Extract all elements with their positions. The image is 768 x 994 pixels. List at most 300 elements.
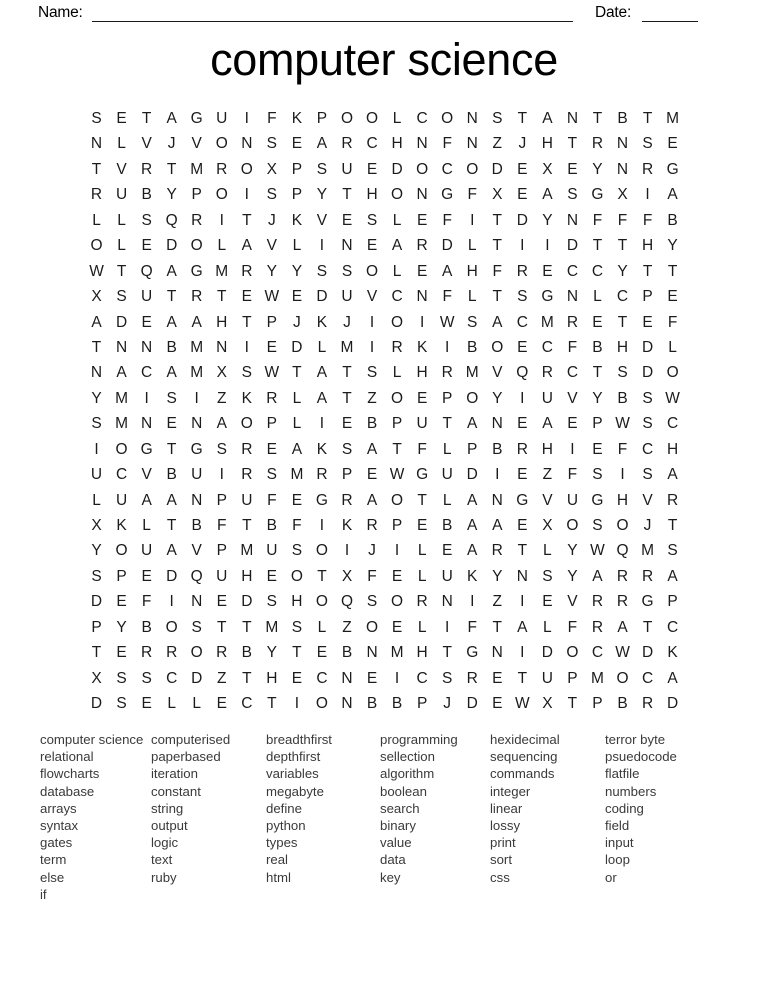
grid-cell[interactable]: T [642, 618, 653, 636]
grid-cell[interactable]: U [141, 288, 153, 306]
grid-cell[interactable]: Q [190, 567, 203, 585]
grid-cell[interactable]: M [591, 669, 604, 687]
grid-cell[interactable]: O [290, 567, 303, 585]
grid-cell[interactable]: S [341, 262, 353, 280]
grid-cell[interactable]: P [592, 415, 603, 433]
grid-cell[interactable]: Q [516, 364, 529, 382]
grid-cell[interactable]: A [316, 135, 328, 153]
grid-cell[interactable]: K [291, 110, 303, 127]
grid-cell[interactable]: D [641, 364, 654, 382]
grid-cell[interactable]: A [467, 491, 478, 509]
word-search-grid[interactable] [84, 106, 685, 717]
grid-cell[interactable]: J [343, 313, 351, 331]
grid-cell[interactable]: T [617, 237, 628, 255]
grid-cell[interactable]: M [240, 542, 254, 560]
grid-cell[interactable]: T [342, 389, 352, 407]
grid-cell[interactable]: S [141, 211, 152, 229]
grid-cell[interactable]: I [394, 669, 400, 687]
grid-cell[interactable]: V [366, 288, 378, 306]
grid-cell[interactable]: Y [291, 262, 303, 280]
grid-cell[interactable]: I [620, 466, 625, 484]
grid-cell[interactable]: T [442, 415, 452, 433]
grid-cell[interactable]: I [470, 211, 475, 229]
word-bank-item[interactable]: ruby [151, 869, 177, 885]
grid-cell[interactable]: S [91, 415, 102, 433]
grid-cell[interactable]: E [567, 160, 578, 178]
grid-cell[interactable]: G [641, 593, 654, 611]
grid-cell[interactable]: B [467, 338, 478, 356]
grid-cell[interactable]: F [367, 567, 377, 585]
grid-cell[interactable]: N [416, 288, 428, 306]
grid-cell[interactable]: F [492, 262, 502, 280]
grid-cell[interactable]: F [217, 517, 227, 534]
grid-cell[interactable]: L [392, 211, 402, 229]
grid-cell[interactable]: J [293, 313, 301, 331]
word-bank-item[interactable]: constant [151, 783, 201, 799]
grid-cell[interactable]: R [316, 466, 328, 484]
word-bank-item[interactable]: python [266, 818, 306, 834]
grid-cell[interactable]: V [567, 593, 578, 611]
grid-cell[interactable]: O [566, 644, 579, 662]
grid-cell[interactable]: O [391, 389, 404, 407]
grid-cell[interactable]: T [667, 517, 678, 534]
grid-cell[interactable]: M [390, 644, 404, 662]
grid-cell[interactable]: S [241, 364, 252, 382]
grid-cell[interactable]: S [567, 186, 578, 204]
grid-cell[interactable]: B [617, 110, 628, 127]
grid-cell[interactable]: T [642, 262, 653, 280]
word-bank-item[interactable]: input [605, 835, 634, 851]
grid-cell[interactable]: R [141, 160, 153, 178]
grid-cell[interactable]: B [617, 389, 628, 407]
grid-cell[interactable]: N [341, 237, 353, 255]
grid-cell[interactable]: R [341, 491, 353, 509]
grid-cell[interactable]: N [416, 135, 428, 153]
grid-cell[interactable]: O [666, 364, 679, 382]
grid-cell[interactable]: I [520, 593, 525, 611]
word-bank-item[interactable]: database [40, 783, 95, 799]
grid-cell[interactable]: F [617, 211, 628, 229]
grid-cell[interactable]: T [492, 211, 502, 229]
word-bank-item[interactable]: flatfile [605, 766, 640, 782]
grid-cell[interactable]: T [217, 618, 227, 636]
grid-cell[interactable]: F [267, 110, 277, 127]
grid-cell[interactable]: E [517, 160, 528, 178]
grid-cell[interactable]: L [392, 262, 402, 280]
grid-cell[interactable]: S [116, 288, 127, 306]
grid-cell[interactable]: S [642, 389, 653, 407]
grid-cell[interactable]: W [590, 542, 605, 560]
grid-cell[interactable]: C [566, 364, 579, 382]
grid-cell[interactable]: D [566, 237, 579, 255]
grid-cell[interactable]: G [666, 160, 679, 178]
grid-cell[interactable]: N [90, 135, 103, 153]
grid-cell[interactable]: E [291, 135, 303, 153]
grid-cell[interactable]: T [217, 288, 227, 306]
grid-cell[interactable]: C [416, 110, 428, 127]
grid-cell[interactable]: L [117, 135, 126, 153]
word-bank-item[interactable]: if [40, 886, 47, 902]
grid-cell[interactable]: F [642, 211, 653, 229]
grid-cell[interactable]: V [141, 135, 152, 153]
grid-cell[interactable]: D [90, 593, 103, 611]
grid-cell[interactable]: Z [342, 618, 352, 636]
grid-cell[interactable]: A [366, 491, 378, 509]
grid-cell[interactable]: X [91, 288, 102, 306]
grid-cell[interactable]: T [242, 618, 252, 636]
grid-cell[interactable]: V [642, 491, 653, 509]
grid-cell[interactable]: Y [266, 262, 278, 280]
grid-cell[interactable]: L [317, 338, 327, 356]
grid-cell[interactable]: X [341, 567, 353, 585]
grid-cell[interactable]: A [166, 364, 177, 382]
grid-cell[interactable]: T [91, 338, 102, 356]
grid-cell[interactable]: O [366, 618, 379, 636]
grid-cell[interactable]: F [592, 211, 603, 229]
grid-cell[interactable]: M [190, 160, 204, 178]
grid-cell[interactable]: E [141, 695, 152, 713]
grid-cell[interactable]: M [465, 364, 479, 382]
grid-cell[interactable]: R [266, 389, 278, 407]
grid-cell[interactable]: O [466, 389, 479, 407]
grid-cell[interactable]: H [241, 567, 253, 585]
grid-cell[interactable]: R [641, 160, 654, 178]
grid-cell[interactable]: J [443, 695, 452, 713]
grid-cell[interactable]: K [116, 517, 127, 534]
grid-cell[interactable]: F [467, 618, 477, 636]
grid-cell[interactable]: I [520, 237, 525, 255]
grid-cell[interactable]: I [194, 389, 199, 407]
grid-cell[interactable]: L [167, 695, 176, 713]
grid-cell[interactable]: M [290, 466, 304, 484]
grid-cell[interactable]: S [542, 567, 553, 585]
grid-cell[interactable]: Y [592, 389, 603, 407]
grid-cell[interactable]: T [442, 644, 452, 662]
grid-cell[interactable]: F [667, 313, 678, 331]
grid-cell[interactable]: K [316, 313, 328, 331]
grid-cell[interactable]: O [391, 491, 404, 509]
grid-cell[interactable]: C [166, 669, 178, 687]
grid-cell[interactable]: E [291, 491, 303, 509]
grid-cell[interactable]: S [642, 135, 653, 153]
grid-cell[interactable]: Y [116, 618, 127, 636]
grid-cell[interactable]: E [116, 593, 127, 611]
grid-cell[interactable]: C [641, 669, 654, 687]
grid-cell[interactable]: X [542, 695, 553, 713]
grid-cell[interactable]: S [266, 135, 278, 153]
grid-cell[interactable]: G [591, 491, 604, 509]
grid-cell[interactable]: T [342, 364, 352, 382]
grid-cell[interactable]: E [517, 466, 528, 484]
grid-cell[interactable]: C [316, 669, 328, 687]
grid-cell[interactable]: R [241, 262, 253, 280]
grid-cell[interactable]: E [141, 313, 152, 331]
grid-cell[interactable]: S [667, 542, 678, 560]
word-bank-item[interactable]: terror byte [605, 732, 666, 747]
grid-cell[interactable]: N [216, 338, 228, 356]
grid-cell[interactable]: V [191, 135, 202, 153]
grid-cell[interactable]: O [491, 338, 504, 356]
grid-cell[interactable]: T [667, 262, 678, 280]
grid-cell[interactable]: O [315, 695, 328, 713]
grid-cell[interactable]: L [543, 542, 552, 560]
grid-cell[interactable]: M [115, 415, 129, 433]
word-bank-item[interactable]: linear [490, 800, 523, 816]
grid-cell[interactable]: L [317, 618, 327, 636]
word-bank-item[interactable]: search [380, 800, 420, 816]
grid-cell[interactable]: K [416, 338, 428, 356]
grid-cell[interactable]: O [616, 669, 629, 687]
grid-cell[interactable]: N [341, 695, 353, 713]
grid-cell[interactable]: N [366, 644, 378, 662]
grid-cell[interactable]: E [291, 288, 303, 306]
grid-cell[interactable]: K [316, 440, 328, 458]
grid-cell[interactable]: N [566, 288, 579, 306]
grid-cell[interactable]: I [94, 440, 99, 458]
grid-cell[interactable]: B [341, 644, 353, 662]
grid-cell[interactable]: E [366, 466, 378, 484]
grid-cell[interactable]: P [667, 593, 678, 611]
word-bank-item[interactable]: key [380, 869, 401, 885]
grid-cell[interactable]: I [219, 466, 224, 484]
grid-cell[interactable]: G [441, 186, 454, 204]
grid-cell[interactable]: Y [617, 262, 628, 280]
grid-cell[interactable]: D [166, 567, 178, 585]
grid-cell[interactable]: B [166, 338, 177, 356]
grid-cell[interactable]: O [115, 440, 128, 458]
grid-cell[interactable]: R [366, 517, 378, 534]
grid-cell[interactable]: V [492, 364, 503, 382]
word-bank-item[interactable]: syntax [40, 818, 79, 834]
grid-cell[interactable]: H [466, 262, 478, 280]
grid-cell[interactable]: E [492, 669, 503, 687]
grid-cell[interactable]: P [91, 618, 102, 636]
grid-cell[interactable]: T [392, 440, 402, 458]
grid-cell[interactable]: R [241, 466, 253, 484]
grid-cell[interactable]: H [641, 237, 654, 255]
grid-cell[interactable]: O [115, 542, 128, 560]
grid-cell[interactable]: U [266, 542, 278, 560]
grid-cell[interactable]: N [566, 211, 579, 229]
word-bank-item[interactable]: hexidecimal [490, 732, 560, 747]
grid-cell[interactable]: F [567, 618, 578, 636]
grid-cell[interactable]: P [291, 186, 303, 204]
grid-cell[interactable]: C [591, 262, 604, 280]
grid-cell[interactable]: E [592, 440, 603, 458]
grid-cell[interactable]: Q [165, 211, 178, 229]
grid-cell[interactable]: R [566, 313, 579, 331]
grid-cell[interactable]: S [116, 669, 127, 687]
grid-cell[interactable]: C [115, 466, 128, 484]
grid-cell[interactable]: H [616, 338, 629, 356]
grid-cell[interactable]: W [665, 389, 680, 407]
grid-cell[interactable]: D [441, 237, 453, 255]
grid-cell[interactable]: O [315, 542, 328, 560]
grid-cell[interactable]: N [616, 160, 629, 178]
grid-cell[interactable]: N [141, 415, 153, 433]
word-bank-item[interactable]: coding [605, 800, 644, 816]
grid-cell[interactable]: S [492, 110, 503, 127]
grid-cell[interactable]: E [416, 389, 428, 407]
grid-cell[interactable]: O [566, 517, 579, 534]
grid-cell[interactable]: Y [667, 237, 678, 255]
grid-cell[interactable]: I [294, 695, 300, 713]
grid-cell[interactable]: H [616, 491, 629, 509]
grid-cell[interactable]: I [219, 211, 224, 229]
grid-cell[interactable]: I [520, 389, 525, 407]
grid-cell[interactable]: S [642, 415, 653, 433]
grid-cell[interactable]: H [291, 593, 303, 611]
grid-cell[interactable]: F [267, 491, 277, 509]
grid-cell[interactable]: E [517, 186, 528, 204]
grid-cell[interactable]: D [491, 160, 503, 178]
grid-cell[interactable]: D [516, 211, 528, 229]
grid-cell[interactable]: A [667, 669, 678, 687]
grid-cell[interactable]: E [116, 644, 127, 662]
word-bank-item[interactable]: relational [40, 749, 94, 765]
grid-cell[interactable]: Y [592, 160, 603, 178]
grid-cell[interactable]: M [641, 542, 655, 560]
grid-cell[interactable]: E [241, 288, 252, 306]
grid-cell[interactable]: L [417, 618, 427, 636]
grid-cell[interactable]: D [466, 466, 478, 484]
word-bank-item[interactable]: output [151, 818, 188, 834]
grid-cell[interactable]: R [466, 669, 478, 687]
grid-cell[interactable]: F [567, 338, 578, 356]
grid-cell[interactable]: A [366, 440, 378, 458]
grid-cell[interactable]: I [545, 237, 550, 255]
grid-cell[interactable]: E [517, 517, 528, 534]
grid-cell[interactable]: E [642, 313, 653, 331]
grid-cell[interactable]: W [389, 466, 405, 484]
grid-cell[interactable]: H [416, 644, 428, 662]
grid-cell[interactable]: P [391, 517, 403, 534]
grid-cell[interactable]: B [191, 517, 202, 534]
grid-cell[interactable]: S [366, 593, 378, 611]
grid-cell[interactable]: R [416, 237, 428, 255]
grid-cell[interactable]: T [116, 262, 127, 280]
grid-cell[interactable]: T [242, 313, 252, 331]
grid-cell[interactable]: F [442, 288, 452, 306]
grid-cell[interactable]: A [116, 364, 127, 382]
grid-cell[interactable]: S [341, 440, 353, 458]
grid-cell[interactable]: D [90, 695, 103, 713]
grid-cell[interactable]: X [542, 517, 553, 534]
grid-cell[interactable]: B [492, 440, 503, 458]
grid-cell[interactable]: U [416, 415, 428, 433]
grid-cell[interactable]: C [516, 313, 528, 331]
grid-cell[interactable]: Y [91, 542, 102, 560]
grid-cell[interactable]: G [516, 491, 529, 509]
word-bank-item[interactable]: algorithm [380, 766, 435, 782]
word-bank-item[interactable]: loop [605, 852, 630, 868]
grid-cell[interactable]: R [616, 593, 629, 611]
grid-cell[interactable]: L [142, 517, 151, 534]
grid-cell[interactable]: S [366, 364, 378, 382]
grid-cell[interactable]: E [366, 237, 378, 255]
grid-cell[interactable]: L [417, 542, 427, 560]
grid-cell[interactable]: E [592, 313, 603, 331]
name-write-in-line[interactable] [92, 21, 573, 22]
grid-cell[interactable]: G [591, 186, 604, 204]
grid-cell[interactable]: T [141, 110, 152, 127]
grid-cell[interactable]: N [516, 567, 528, 585]
grid-cell[interactable]: E [116, 110, 127, 127]
grid-cell[interactable]: R [641, 567, 654, 585]
grid-cell[interactable]: T [242, 211, 252, 229]
grid-cell[interactable]: B [266, 517, 278, 534]
grid-cell[interactable]: E [366, 669, 378, 687]
grid-cell[interactable]: T [166, 160, 177, 178]
grid-cell[interactable]: G [416, 466, 429, 484]
grid-cell[interactable]: F [442, 211, 452, 229]
grid-cell[interactable]: F [141, 593, 152, 611]
grid-cell[interactable]: J [368, 542, 376, 560]
grid-cell[interactable]: P [391, 415, 403, 433]
grid-cell[interactable]: E [416, 517, 428, 534]
grid-cell[interactable]: S [266, 593, 278, 611]
grid-cell[interactable]: I [144, 389, 149, 407]
grid-cell[interactable]: E [492, 695, 503, 713]
grid-cell[interactable]: T [242, 517, 252, 534]
grid-cell[interactable]: M [666, 110, 680, 127]
grid-cell[interactable]: A [241, 237, 252, 255]
grid-cell[interactable]: R [641, 695, 654, 713]
grid-cell[interactable]: E [667, 135, 678, 153]
grid-cell[interactable]: T [517, 542, 528, 560]
grid-cell[interactable]: L [192, 695, 202, 713]
grid-cell[interactable]: E [266, 338, 278, 356]
grid-cell[interactable]: U [341, 288, 353, 306]
grid-cell[interactable]: M [190, 364, 204, 382]
grid-cell[interactable]: A [542, 110, 553, 127]
grid-cell[interactable]: E [366, 160, 378, 178]
grid-cell[interactable]: V [191, 542, 202, 560]
grid-cell[interactable]: M [190, 338, 204, 356]
grid-cell[interactable]: Y [542, 211, 553, 229]
grid-cell[interactable]: T [242, 669, 252, 687]
grid-cell[interactable]: C [591, 644, 604, 662]
grid-cell[interactable]: L [217, 237, 227, 255]
grid-cell[interactable]: Y [316, 186, 328, 204]
grid-cell[interactable]: H [366, 186, 378, 204]
grid-cell[interactable]: L [117, 237, 126, 255]
grid-cell[interactable]: A [91, 313, 102, 331]
grid-cell[interactable]: U [541, 389, 553, 407]
grid-cell[interactable]: U [541, 669, 553, 687]
grid-cell[interactable]: L [92, 491, 101, 509]
grid-cell[interactable]: N [90, 364, 103, 382]
grid-cell[interactable]: T [492, 618, 502, 636]
grid-cell[interactable]: L [392, 364, 402, 382]
grid-cell[interactable]: S [316, 262, 328, 280]
grid-cell[interactable]: A [166, 542, 177, 560]
grid-cell[interactable]: L [668, 338, 677, 356]
grid-cell[interactable]: T [292, 644, 302, 662]
grid-cell[interactable]: C [416, 669, 428, 687]
grid-cell[interactable]: D [316, 288, 328, 306]
grid-cell[interactable]: P [341, 466, 353, 484]
grid-cell[interactable]: V [567, 389, 578, 407]
word-bank-item[interactable]: logic [151, 835, 179, 851]
grid-cell[interactable]: V [316, 211, 328, 229]
grid-cell[interactable]: B [241, 644, 252, 662]
grid-cell[interactable]: N [191, 491, 203, 509]
grid-cell[interactable]: P [266, 313, 278, 331]
grid-cell[interactable]: T [567, 695, 578, 713]
grid-cell[interactable]: U [241, 491, 253, 509]
grid-cell[interactable]: N [191, 415, 203, 433]
